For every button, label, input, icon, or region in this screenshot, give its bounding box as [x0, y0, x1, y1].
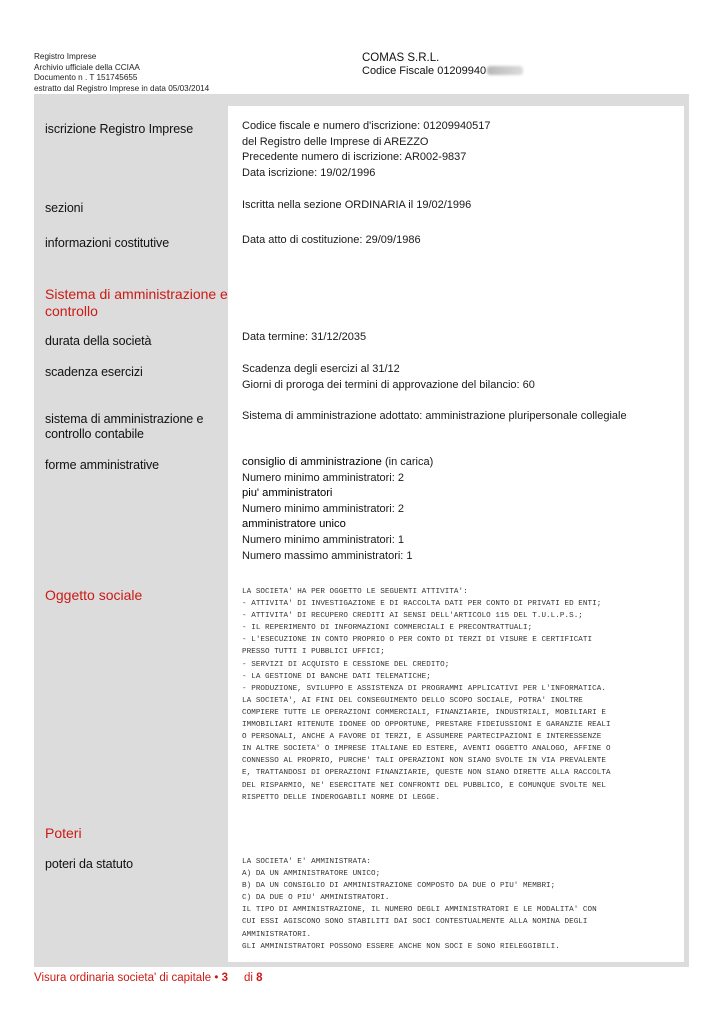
- heading-amministratore-unico: amministratore unico: [242, 518, 346, 531]
- fiscal-code-line: [362, 65, 523, 78]
- value-line: Numero minimo amministratori: 2: [242, 471, 404, 484]
- footer-title: Visura ordinaria societa' di capitale: [34, 972, 212, 984]
- company-name: COMAS S.R.L.: [362, 52, 440, 64]
- company-header: [362, 52, 523, 78]
- label-sistema-contabile: [45, 412, 203, 442]
- label-poteri-da-statuto: poteri da statuto: [45, 857, 133, 871]
- section-title-poteri: Poteri: [45, 825, 82, 841]
- value-sistema-contabile: Sistema di amministrazione adottato: amministrazione pluripersonale collegiale: [242, 410, 627, 422]
- poteri-text: LA SOCIETA' E' AMMINISTRATA: A) DA UN AMMINISTRATORE UNICO; B) DA UN CONSIGLIO DI AMMINISTRAZIONE COMPOSTO DA DUE O PIU' MEMBRI; C) DA DUE O PIU' AMMINISTRATORI. IL TIPO DI AMMINISTRAZIONE, IL NUMERO DEGLI AMMINISTRATORI E LE MODALITA' CON CUI ESSI AGISCONO SONO STABILITI DAI SOCI CONTESTUALMENTE ALLA NOMINA DEGLI AMMINISTRATORI. GLI AMMINISTRATORI POSSONO ESSERE ANCHE NON SOCI E SONO RIELEGGIBILI.: [242, 858, 597, 951]
- value-line: [242, 455, 433, 471]
- label-scadenza: scadenza esercizi: [45, 365, 143, 379]
- value-line: Scadenza degli esercizi al 31/12: [242, 363, 400, 375]
- label-line: sistema di amministrazione e: [45, 412, 204, 426]
- header-line: Documento n . T 151745655: [34, 73, 138, 82]
- label-sezioni: sezioni: [45, 201, 84, 215]
- value-iscrizione: [242, 119, 491, 181]
- heading-suffix: (in carica): [381, 456, 434, 468]
- footer-page: 3: [221, 972, 228, 984]
- value-line: Numero massimo amministratori: 1: [242, 549, 413, 562]
- value-line: [242, 486, 433, 502]
- label-forme-amministrative: forme amministrative: [45, 458, 159, 472]
- value-line: Codice fiscale e numero d'iscrizione: 01209940517: [242, 120, 491, 132]
- footer: [34, 972, 263, 984]
- value-line: Numero minimo amministratori: 1: [242, 533, 404, 546]
- value-sezioni: Iscritta nella sezione ORDINARIA il 19/02/1996: [242, 199, 472, 211]
- footer-bullet: •: [214, 972, 219, 984]
- label-iscrizione: iscrizione Registro Imprese: [45, 122, 194, 136]
- value-line: del Registro delle Imprese di AREZZO: [242, 135, 429, 148]
- label-line: controllo contabile: [45, 427, 144, 441]
- value-durata: Data termine: 31/12/2035: [242, 331, 367, 343]
- value-forme: [242, 455, 433, 564]
- footer-of: di: [243, 972, 253, 984]
- footer-total: 8: [256, 972, 263, 984]
- value-line: Giorni di proroga dei termini di approvazione del bilancio: 60: [242, 378, 535, 391]
- value-line: [242, 517, 433, 533]
- label-informazioni-costitutive: informazioni costitutive: [45, 236, 170, 250]
- header-line: Archivio ufficiale della CCIAA: [34, 62, 140, 72]
- heading-consiglio: consiglio di amministrazione: [242, 456, 382, 468]
- value-costitutive: Data atto di costituzione: 29/09/1986: [242, 234, 421, 246]
- value-scadenza: [242, 362, 535, 393]
- heading-piu-amministratori: piu' amministratori: [242, 487, 333, 500]
- value-line: Precedente numero di iscrizione: AR002-9837: [242, 151, 467, 164]
- oggetto-sociale-text: LA SOCIETA' HA PER OGGETTO LE SEGUENTI ATTIVITA': - ATTIVITA' DI INVESTIGAZIONE E DI RACCOLTA DATI PER CONTO DI PRIVATI ED ENTI; - ATTIVITA' DI RECUPERO CREDITI AI SENSI DELL'ARTICOLO 115 DEL T.U.L.P.S.; - IL REPERIMENTO DI INFORMAZIONI COMMERCIALI E PRECONTRATTUALI; - L'ESECUZIONE IN CONTO PROPRIO O PER CONTO DI TERZI DI VISURE E CERTIFICATI PRESSO TUTTI I PUBBLICI UFFICI; - SERVIZI DI ACQUISTO E CESSIONE DEL CREDITO; - LA GESTIONE DI BANCHE DATI TELEMATICHE; - PRODUZIONE, SVILUPPO E ASSISTENZA DI PROGRAMMI APPLICATIVI PER L'INFORMATICA. LA SOCIETA', AI FINI DEL CONSEGUIMENTO DELLO SCOPO SOCIALE, POTRA' INOLTRE COMPIERE TUTTE LE OPERAZIONI COMMERCIALI, FINANZIARIE, INDUSTRIALI, MOBILIARI E IMMOBILIARI RITENUTE IDONEE OD OPPORTUNE, PRESTARE FIDEIUSSIONI E GARANZIE REALI O PERSONALI, ANCHE A FAVORE DI TERZI, E ASSUMERE PARTECIPAZIONI E INTERESSENZE IN ALTRE SOCIETA' O IMPRESE ITALIANE ED ESTERE, AVENTI OGGETTO ANALOGO, AFFINE O CONNESSO AL PROPRIO, PURCHE' TALI OPERAZIONI NON SIANO SVOLTE IN VIA PREVALENTE E, TRATTANDOSI DI OPERAZIONI FINANZIARIE, QUESTE NON SIANO DIRETTE ALLA RACCOLTA DEL RISPARMIO, NE' ESERCITATE NEI CONFRONTI DEL PUBBLICO, E COMUNQUE SVOLTE NEL RISPETTO DELLE INDEROGABILI NORME DI LEGGE.: [242, 588, 611, 802]
- header-line: Registro Imprese: [34, 52, 97, 61]
- label-durata: durata della società: [45, 334, 152, 348]
- fiscal-code: Codice Fiscale 01209940: [362, 65, 487, 77]
- section-title-sistema: Sistema di amministrazione e controllo: [45, 286, 228, 319]
- value-line: Numero minimo amministratori: 2: [242, 502, 404, 515]
- section-title-oggetto: Oggetto sociale: [45, 587, 143, 603]
- redacted-blur: [487, 66, 523, 75]
- value-line: Data iscrizione: 19/02/1996: [242, 166, 376, 179]
- document-header-info: [34, 52, 209, 94]
- header-line: estratto dal Registro Imprese in data 05/03/2014: [34, 83, 210, 93]
